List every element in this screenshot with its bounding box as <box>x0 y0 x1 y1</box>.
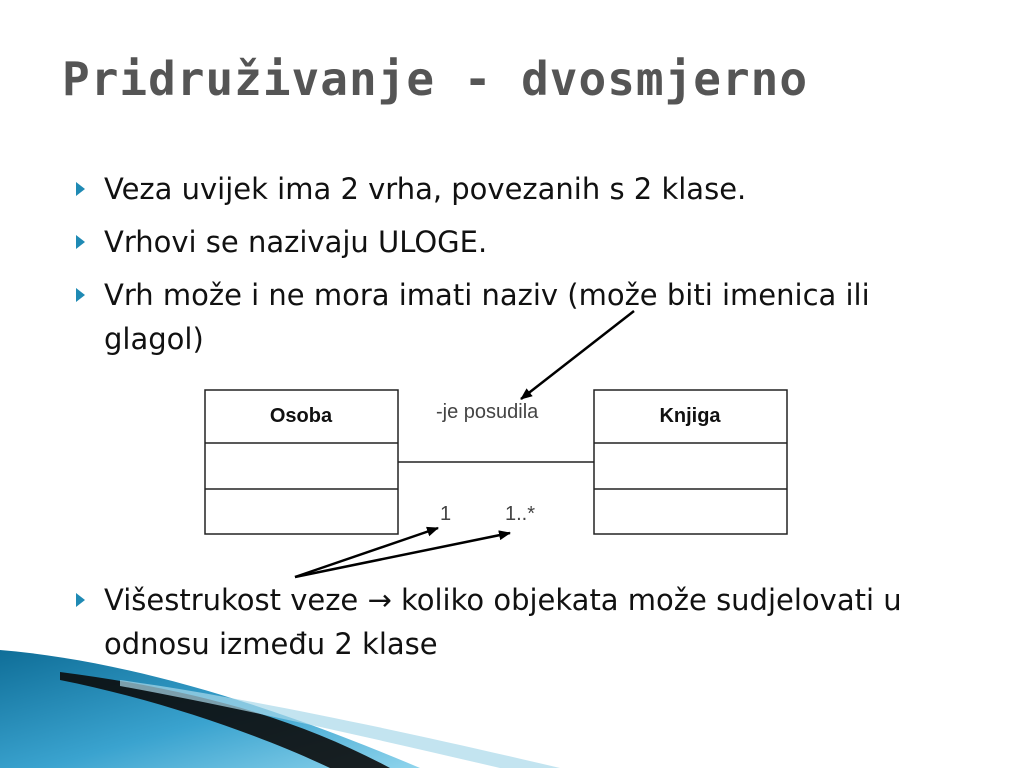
multiplicity-left: 1 <box>440 503 452 525</box>
bullet-text: Višestrukost veze → koliko objekata može sudjelovati u odnosu između 2 klase <box>104 583 902 661</box>
class-name-knjiga: Knjiga <box>659 405 721 427</box>
slide-title: Pridruživanje - dvosmjerno <box>62 52 809 106</box>
bullet-text: Vrh može i ne mora imati naziv (može biti imenica ili glagol) <box>104 278 870 356</box>
multiplicity-right: 1..* <box>505 503 536 525</box>
bullet-text: Vrhovi se nazivaju ULOGE. <box>104 225 488 259</box>
role-label: -je posudila <box>436 401 539 423</box>
bullet-text: Veza uvijek ima 2 vrha, povezanih s 2 klase. <box>104 172 747 206</box>
class-name-osoba: Osoba <box>269 405 333 427</box>
